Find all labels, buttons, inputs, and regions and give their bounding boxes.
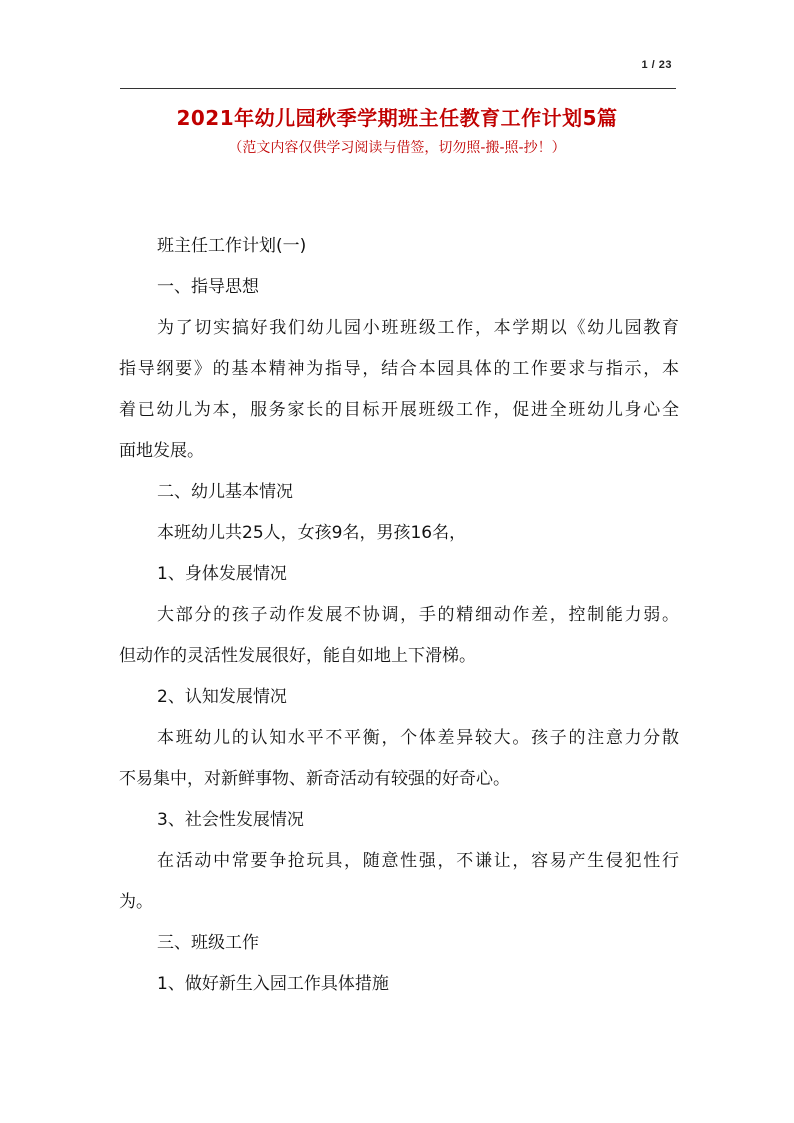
subsection-heading: 1、做好新生入园工作具体措施 bbox=[157, 974, 389, 994]
paragraph-line: 大部分的孩子动作发展不协调，手的精细动作差，控制能力弱。 bbox=[157, 605, 679, 625]
paragraph-line: 不易集中，对新鲜事物、新奇活动有较强的好奇心。 bbox=[119, 769, 510, 789]
paragraph-line: 本班幼儿的认知水平不平衡，个体差异较大。孩子的注意力分散 bbox=[157, 728, 679, 748]
paragraph-line: 为了切实搞好我们幼儿园小班班级工作，本学期以《幼儿园教育 bbox=[157, 318, 679, 338]
paragraph-line: 面地发展。 bbox=[119, 441, 204, 461]
paragraph-line: 但动作的灵活性发展很好，能自如地上下滑梯。 bbox=[119, 646, 476, 666]
paragraph-line: 在活动中常要争抢玩具，随意性强，不谦让，容易产生侵犯性行 bbox=[157, 851, 679, 871]
paragraph-line: 着已幼儿为本，服务家长的目标开展班级工作，促进全班幼儿身心全 bbox=[119, 400, 679, 420]
header-divider bbox=[120, 88, 676, 89]
subsection-heading: 1、身体发展情况 bbox=[157, 564, 287, 584]
document-body bbox=[119, 226, 679, 1005]
section-heading: 三、班级工作 bbox=[157, 933, 259, 953]
paragraph-line: 本班幼儿共25人，女孩9名，男孩16名， bbox=[157, 523, 467, 543]
section-heading: 一、指导思想 bbox=[157, 277, 259, 297]
section-heading: 班主任工作计划(一) bbox=[157, 236, 307, 256]
paragraph-line: 指导纲要》的基本精神为指导，结合本园具体的工作要求与指示，本 bbox=[119, 359, 679, 379]
document-subtitle: （范文内容仅供学习阅读与借签，切勿照-搬-照-抄！） bbox=[228, 140, 566, 156]
subsection-heading: 3、社会性发展情况 bbox=[157, 810, 304, 830]
paragraph-line: 为。 bbox=[119, 892, 153, 912]
subsection-heading: 2、认知发展情况 bbox=[157, 687, 287, 707]
page-number: 1 / 23 bbox=[641, 59, 672, 71]
section-heading: 二、幼儿基本情况 bbox=[157, 482, 293, 502]
document-title: 2021年幼儿园秋季学期班主任教育工作计划5篇 bbox=[176, 106, 618, 130]
